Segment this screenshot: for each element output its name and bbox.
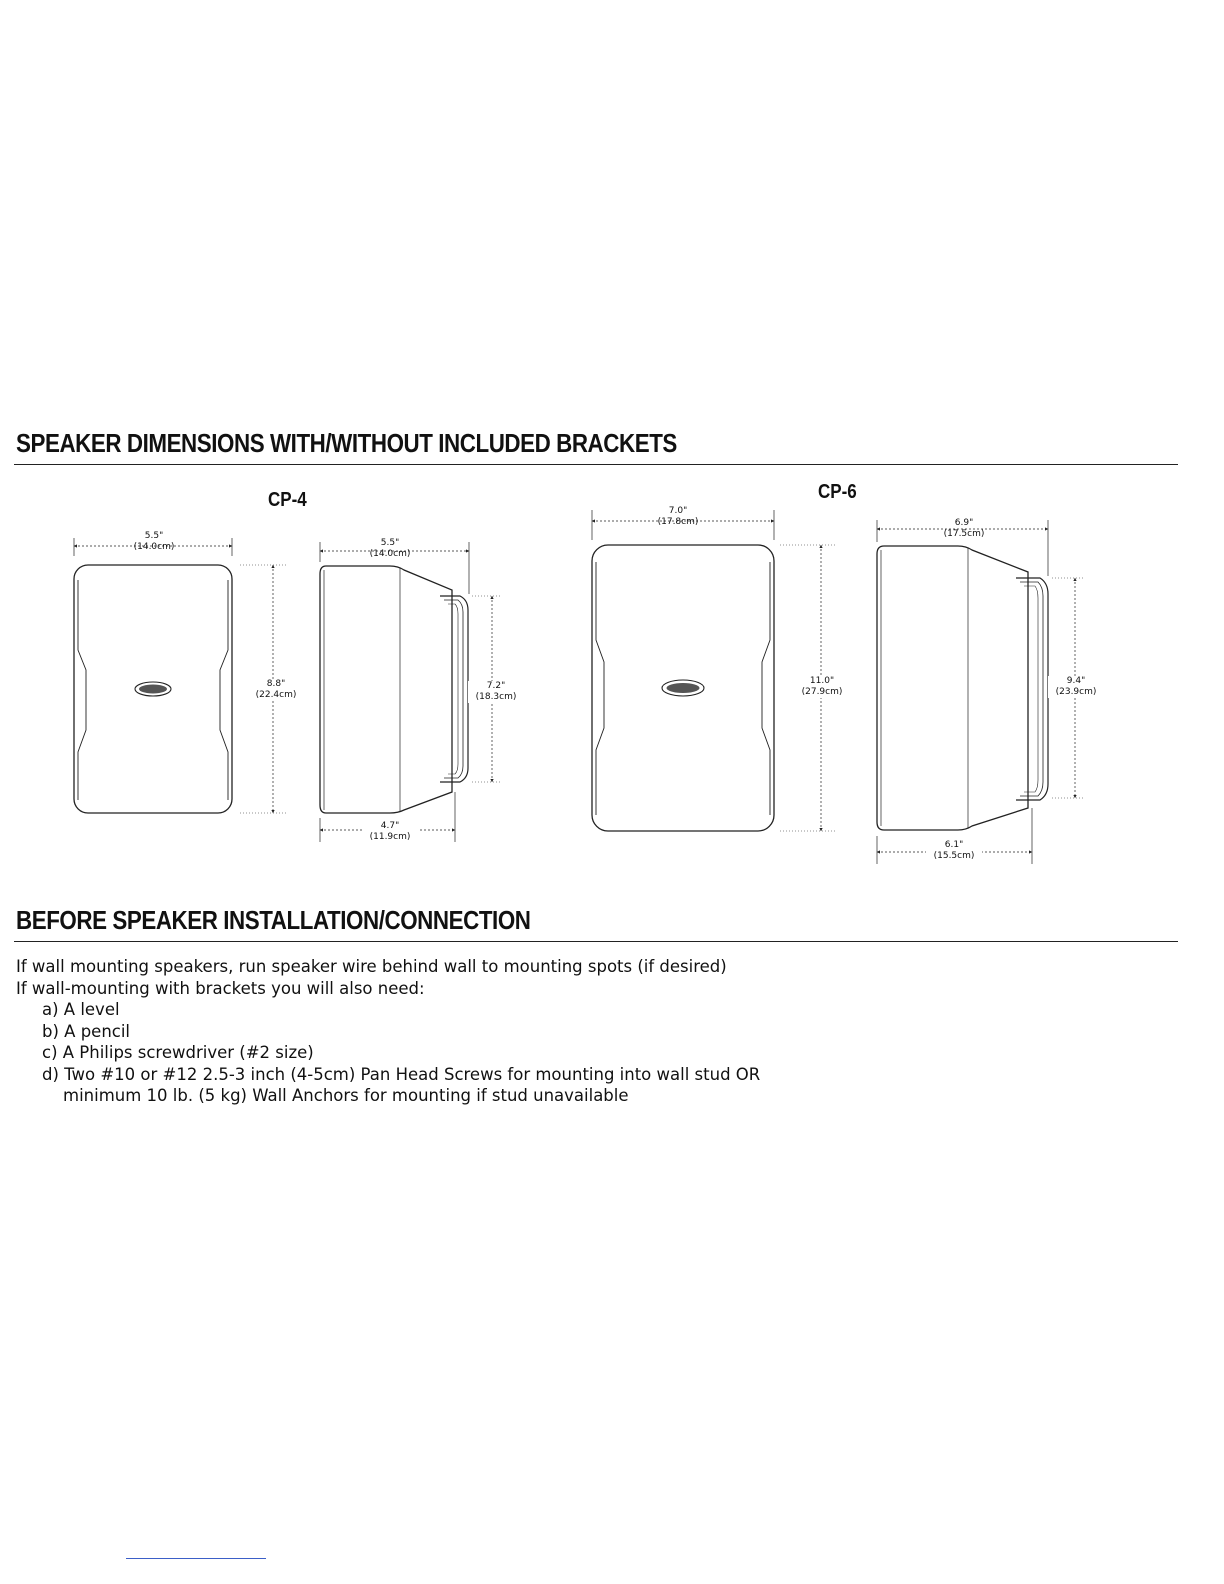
cp4-side-depth-label: 4.7" (11.9cm) bbox=[362, 821, 418, 843]
cp4-side-view bbox=[320, 566, 468, 813]
cp4-side-width-label: 5.5" (14.0cm) bbox=[369, 538, 411, 559]
installation-title: BEFORE SPEAKER INSTALLATION/CONNECTION bbox=[16, 905, 531, 935]
cp6-front-width-label: 7.0" (17.8cm) bbox=[657, 506, 699, 527]
cp4-bracket-height-label: 7.2" (18.3cm) bbox=[468, 681, 524, 703]
installation-line-2: If wall-mounting with brackets you will also need: bbox=[16, 978, 425, 998]
cp6-side-view bbox=[877, 546, 1048, 830]
cp6-bracket-height-label: 9.4" (23.9cm) bbox=[1048, 676, 1104, 698]
list-item: b) A pencil bbox=[42, 1021, 131, 1041]
klipsch-logo-icon bbox=[135, 682, 171, 696]
footer-rule bbox=[126, 1558, 266, 1559]
cp6-side-width-label: 6.9" (17.5cm) bbox=[943, 518, 985, 539]
installation-requirements bbox=[16, 956, 760, 1107]
cp6-side-depth-label: 6.1" (15.5cm) bbox=[926, 840, 982, 862]
cp4-front-height-label: 8.8" (22.4cm) bbox=[248, 679, 304, 701]
installation-line-1: If wall mounting speakers, run speaker wire behind wall to mounting spots (if desired) bbox=[16, 957, 727, 976]
list-item-continuation: minimum 10 lb. (5 kg) Wall Anchors for mounting if stud unavailable bbox=[63, 1086, 629, 1105]
list-item: d) Two #10 or #12 2.5-3 inch (4-5cm) Pan Head Screws for mounting into wall stud OR bbox=[42, 1064, 761, 1084]
cp4-model-label: CP-4 bbox=[268, 489, 307, 511]
installation-divider bbox=[14, 941, 1178, 942]
cp4-front-width-label: 5.5" (14.0cm) bbox=[133, 531, 175, 552]
dimensions-title: SPEAKER DIMENSIONS WITH/WITHOUT INCLUDED BRACKETS bbox=[16, 428, 677, 458]
list-item: c) A Philips screwdriver (#2 size) bbox=[42, 1043, 314, 1062]
cp6-model-label: CP-6 bbox=[818, 481, 857, 503]
list-item: a) A level bbox=[42, 1000, 120, 1019]
klipsch-logo-icon bbox=[662, 680, 704, 696]
cp6-front-height-label: 11.0" (27.9cm) bbox=[794, 676, 850, 698]
